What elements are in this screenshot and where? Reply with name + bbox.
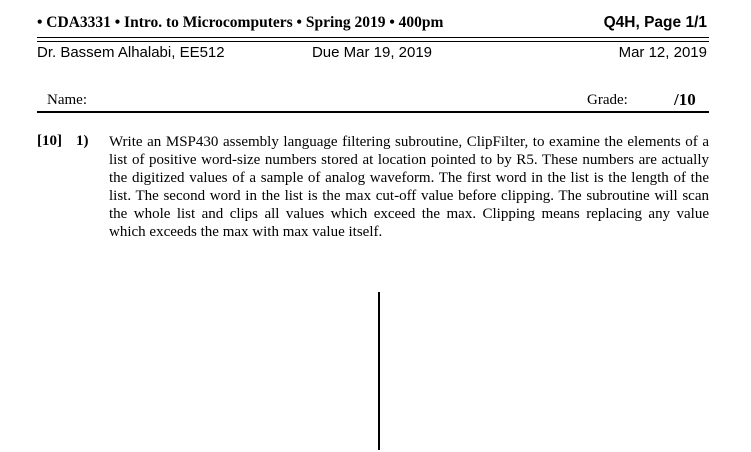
course-title: • CDA3331 • Intro. to Microcomputers • Spring 2019 • 400pm [37,14,444,31]
grade-value: /10 [674,90,696,109]
question-points: [10] [37,133,62,149]
page-info: Q4H, Page 1/1 [603,14,707,31]
due-date: Due Mar 19, 2019 [311,44,433,61]
instructor-row [37,44,707,61]
grade-label: Grade: [587,92,628,108]
issue-date: Mar 12, 2019 [618,44,707,61]
name-grade-row [37,91,709,113]
instructor: Dr. Bassem Alhalabi, EE512 [37,44,225,61]
course-header [37,14,707,32]
answer-area-divider [378,292,380,450]
name-label: Name: [47,92,87,108]
question-text: Write an MSP430 assembly language filtering subroutine, ClipFilter, to examine the elements of a list of positive word-size numbers stored at location pointed to by R5. These numbers are actually the digitized values of a sample of analog waveform. The first word in the list is the length of the list. The second word in the list is the max cut-off value before clipping. The subroutine will scan the whole list and clips all values which exceed the max. Clipping means replacing any value which exceeds the max with max value itself. [109,134,709,240]
header-divider [37,37,709,42]
question-number: 1) [76,133,89,149]
